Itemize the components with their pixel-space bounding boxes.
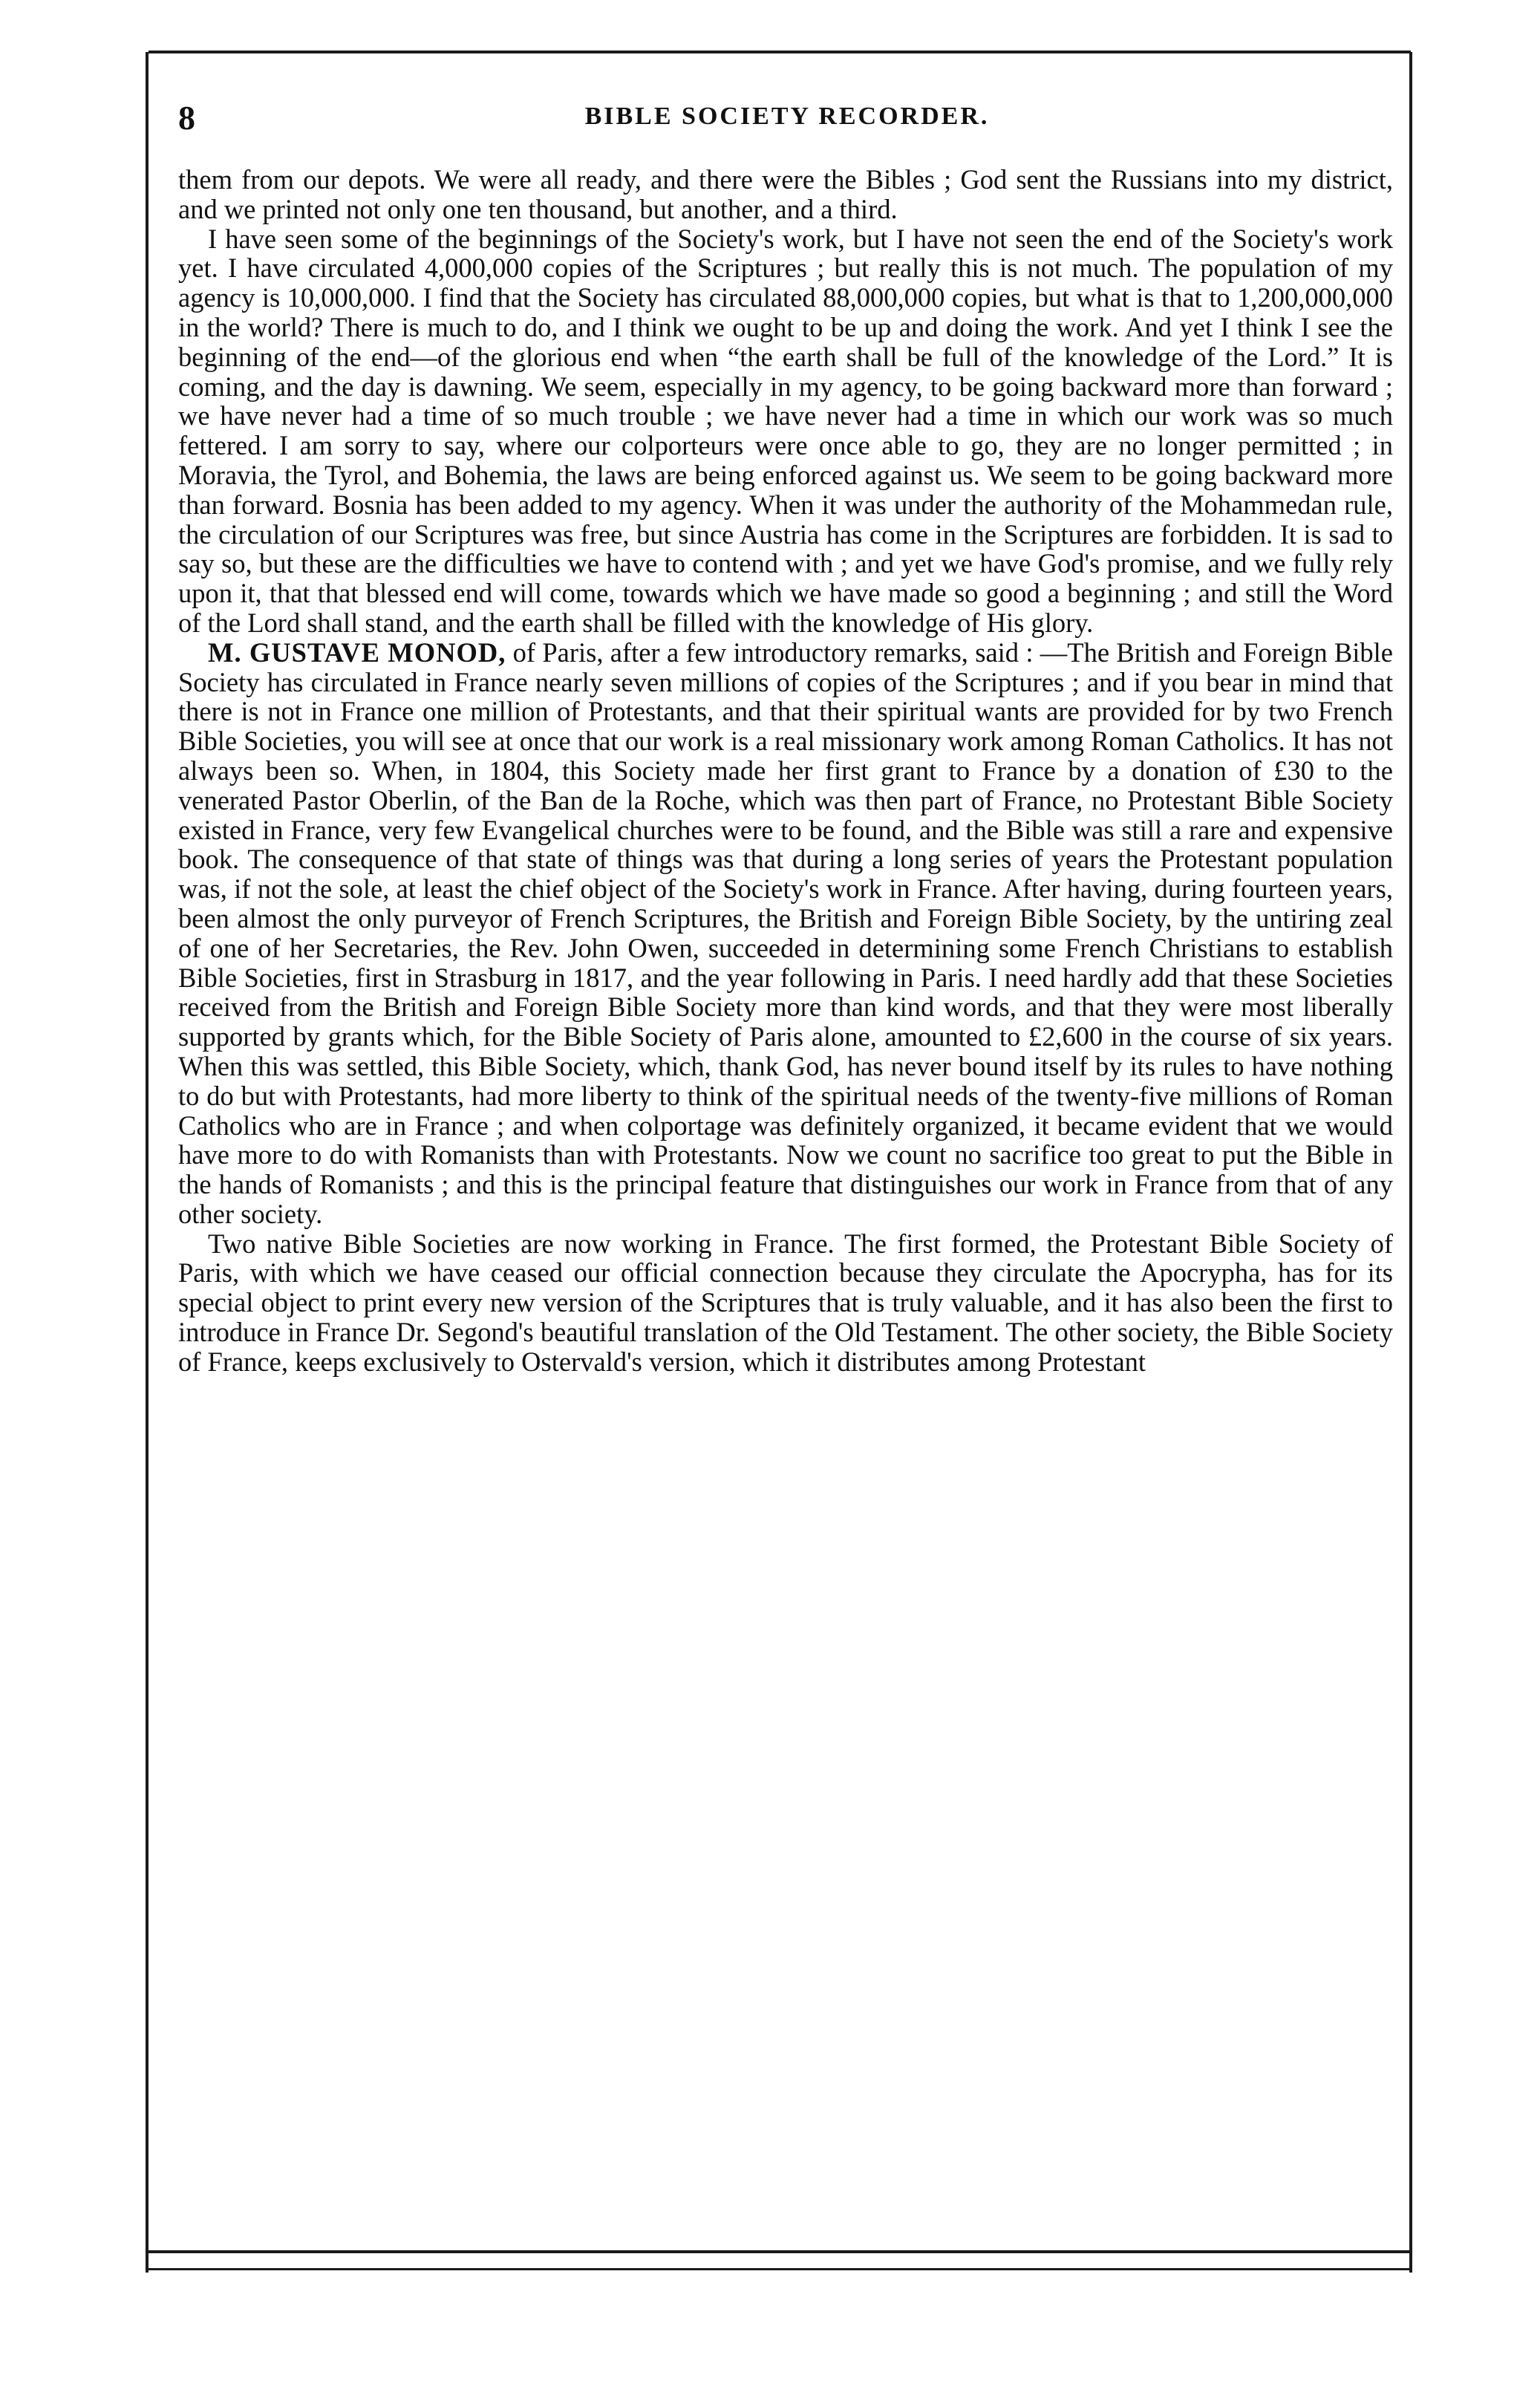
paragraph-1: them from our depots. We were all ready, and there were the Bibles ; God sent the Russians into my district, and we printed not only one ten thousand, but another, and a third. [178, 164, 1393, 224]
frame-bottom-rule-2 [149, 2268, 1411, 2270]
frame-bottom-rule [149, 2250, 1411, 2253]
page-header [178, 98, 1396, 143]
frame-left-rule [146, 52, 149, 2273]
frame-top-rule [149, 51, 1411, 53]
running-title: BIBLE SOCIETY RECORDER. [584, 102, 990, 130]
speaker-name: M. GUSTAVE MONOD, [208, 636, 506, 668]
frame-right-rule [1409, 52, 1412, 2273]
paragraph-3 [178, 638, 1393, 1229]
paragraph-3-text: of Paris, after a few introductory remarks, said : —The British and Foreign Bible Society has circulated in France nearly seven millions of copies of the Scriptures ; and if you bear in mind that there is not in France one million of Protestants, and that their spiritual wants are provided for by two French Bible Societies, you will see at once that our work is a real missionary work among Roman Catholics. It has not always been so. When, in 1804, this Society made her first grant to France by a donation of £30 to the venerated Pastor Oberlin, of the Ban de la Roche, which was then part of France, no Protestant Bible Society existed in France, very few Evangelical churches were to be found, and the Bible was still a rare and expensive book. The consequence of that state of things was that during a long series of years the Protestant population was, if not the sole, at least the chief object of the Society's work in France. After having, during fourteen years, been almost the only purveyor of French Scriptures, the British and Foreign Bible Society, by the untiring zeal of one of her Secretaries, the Rev. John Owen, succeeded in determining some French Christians to establish Bible Societies, first in Strasburg in 1817, and the year following in Paris. I need hardly add that these Societies received from the British and Foreign Bible Society more than kind words, and that they were most liberally supported by grants which, for the Bible Society of Paris alone, amounted to £2,600 in the course of six years. When this was settled, this Bible Society, which, thank God, has never bound itself by its rules to have nothing to do but with Protestants, had more liberty to think of the spiritual needs of the twenty-five millions of Roman Catholics who are in France ; and when colportage was definitely organized, it became evident that we would have more to do with Romanists than with Protestants. Now we count no sacrifice too great to put the Bible in the hands of Romanists ; and this is the principal feature that distinguishes our work in France from that of any other society. [178, 636, 1393, 1229]
paragraph-4: Two native Bible Societies are now working in France. The first formed, the Protestant Bible Society of Paris, with which we have ceased our official connection because they circulate the Apocrypha, has for its special object to print every new version of the Scriptures that is truly valuable, and it has also been the first to introduce in France Dr. Segond's beautiful translation of the Old Testament. The other society, the Bible Society of France, keeps exclusively to Ostervald's version, which it distributes among Protestant [178, 1228, 1393, 1377]
article-body [178, 165, 1393, 1377]
page-number: 8 [178, 99, 195, 137]
paragraph-2: I have seen some of the beginnings of the Society's work, but I have not seen the end of the Society's work yet. I have circulated 4,000,000 copies of the Scriptures ; but really this is not much. The population of my agency is 10,000,000. I find that the Society has circulated 88,000,000 copies, but what is that to 1,200,000,000 in the world? There is much to do, and I think we ought to be up and doing the work. And yet I think I see the beginning of the end—of the glorious end when “the earth shall be full of the knowledge of the Lord.” It is coming, and the day is dawning. We seem, especially in my agency, to be going backward more than forward ; we have never had a time of so much trouble ; we have never had a time in which our work was so much fettered. I am sorry to say, where our colporteurs were once able to go, they are no longer permitted ; in Moravia, the Tyrol, and Bohemia, the laws are being enforced against us. We seem to be going backward more than forward. Bosnia has been added to my agency. When it was under the authority of the Mohammedan rule, the circulation of our Scriptures was free, but since Austria has come in the Scriptures are forbidden. It is sad to say so, but these are the difficulties we have to contend with ; and yet we have God's promise, and we fully rely upon it, that that blessed end will come, towards which we have made so good a beginning ; and still the Word of the Lord shall stand, and the earth shall be filled with the knowledge of His glory. [178, 223, 1393, 638]
